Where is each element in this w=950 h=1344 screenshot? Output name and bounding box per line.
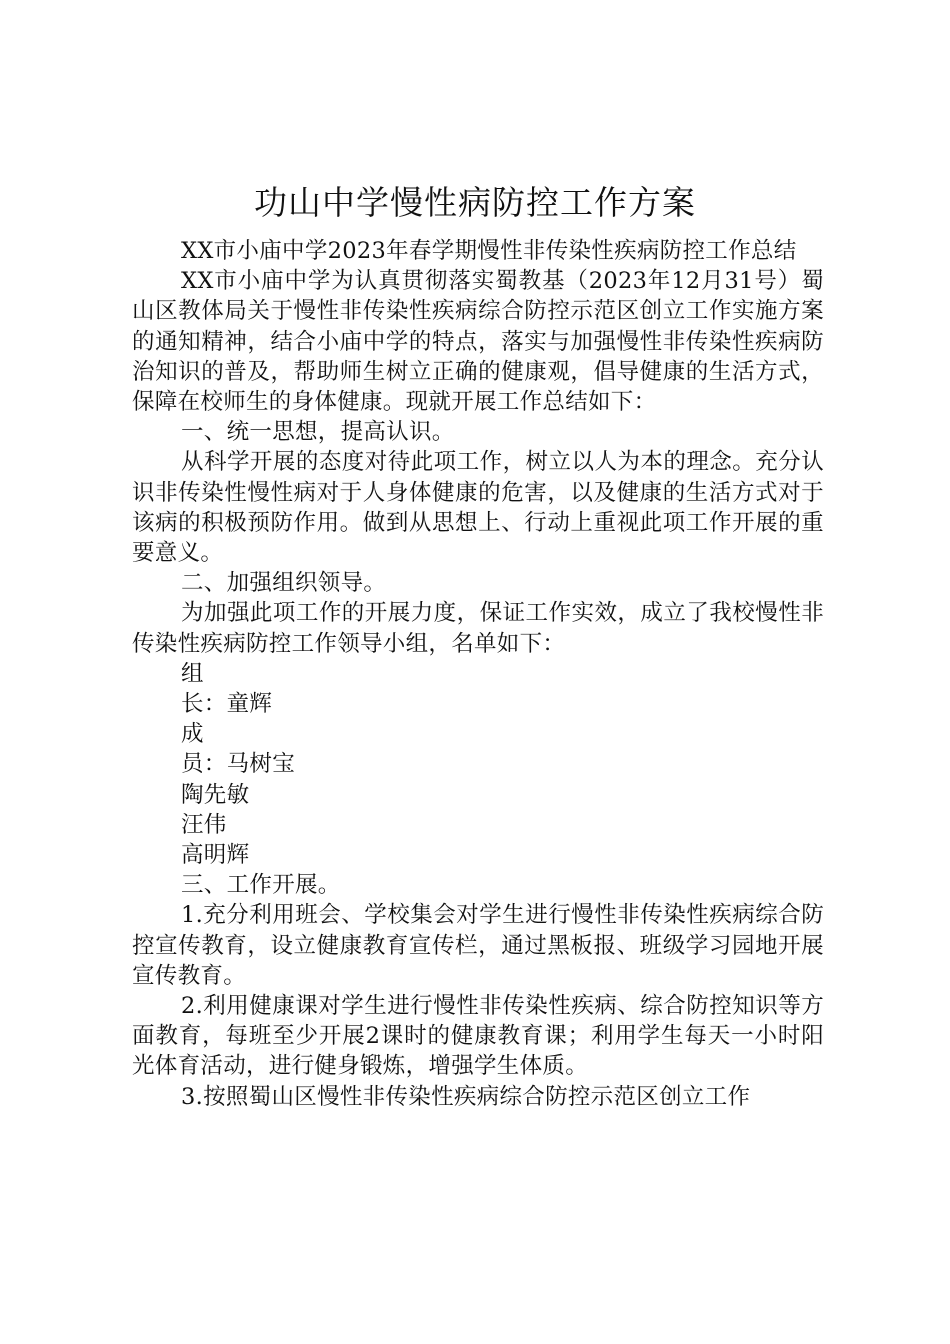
member-list-line: 汪伟 — [181, 811, 227, 838]
paragraph-item-2: 2.利用健康课对学生进行慢性非传染性疾病、综合防控知识等方面教育，每班至少开展2课时的健康教育课；利用学生每天一小时阳光体育活动，进行健身锻炼，增强学生体质。 — [132, 993, 824, 1080]
section-heading-3: 三、工作开展。 — [181, 872, 341, 899]
paragraph-item-3: 3.按照蜀山区慢性非传染性疾病综合防控示范区创立工作 — [181, 1083, 751, 1110]
paragraph-item-1: 1.充分利用班会、学校集会对学生进行慢性非传染性疾病综合防控宣传教育，设立健康教育宣传栏，通过黑板报、班级学习园地开展宣传教育。 — [132, 902, 824, 989]
document-title: 功山中学慢性病防控工作方案 — [254, 183, 696, 222]
section-heading-2: 二、加强组织领导。 — [181, 570, 387, 597]
member-list-line: 组 — [181, 660, 204, 687]
paragraph-section-2: 为加强此项工作的开展力度，保证工作实效，成立了我校慢性非传染性疾病防控工作领导小组，名单如下： — [132, 600, 824, 657]
section-heading-1: 一、统一思想，提高认识。 — [181, 419, 455, 446]
paragraph-introduction: XX市小庙中学为认真贯彻落实蜀教基（2023年12月31号）蜀山区教体局关于慢性非传染性疾病综合防控示范区创立工作实施方案的通知精神，结合小庙中学的特点，落实与加强慢性非传染性疾病防治知识的普及，帮助师生树立正确的健康观，倡导健康的生活方式，保障在校师生的身体健康。现就开展工作总结如下： — [132, 268, 824, 416]
member-list-line: 长：童辉 — [181, 691, 273, 718]
paragraph-section-1: 从科学开展的态度对待此项工作，树立以人为本的理念。充分认识非传染性慢性病对于人身体健康的危害，以及健康的生活方式对于该病的积极预防作用。做到从思想上、行动上重视此项工作开展的重要意义。 — [132, 449, 824, 567]
member-list-line: 成 — [181, 721, 204, 748]
member-list-line: 员：马树宝 — [181, 751, 296, 778]
member-list-line: 高明辉 — [181, 842, 250, 869]
paragraph-report-heading: XX市小庙中学2023年春学期慢性非传染性疾病防控工作总结 — [181, 238, 797, 264]
document-body — [132, 236, 824, 1112]
member-list-line: 陶先敏 — [181, 781, 250, 808]
